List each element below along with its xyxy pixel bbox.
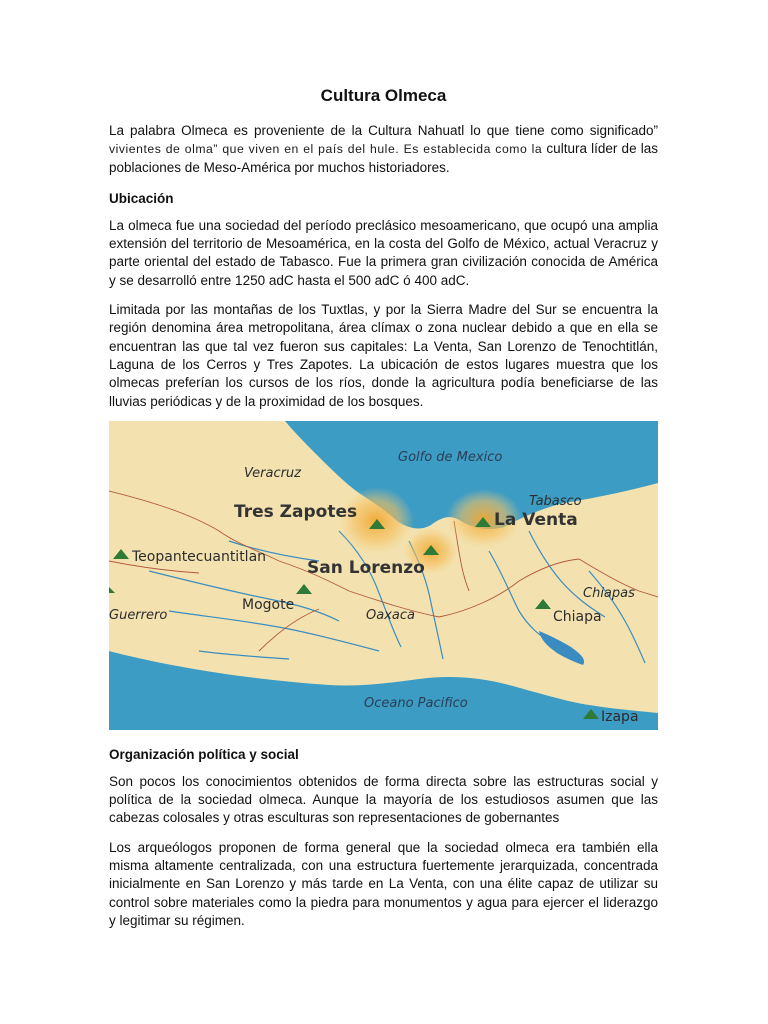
intro-text-part2: vivientes de olma” que viven en el país del hule. Es establecida como la (109, 142, 543, 157)
ubicacion-paragraph-2: Limitada por las montañas de los Tuxtlas, y por la Sierra Madre del Sur se encuentra la región denomina área metropolitana, área clímax o zona nuclear debido a que en ella se encuentran las que tal vez fueron sus capitales: La Venta, San Lorenzo de Tenochtitlán, Laguna de los Cerros y Tres Zapotes. La ubicación de estos lugares muestra que los olmecas preferían los cursos de los ríos, donde la agricultura podía beneficiarse de las lluvias periódicas y de la proximidad de los bosques. (109, 302, 658, 409)
page-title: Cultura Olmeca (320, 86, 447, 105)
organizacion-paragraph-2: Los arqueólogos proponen de forma general que la sociedad olmeca era también ella misma altamente centralizada, con una estructura fuertemente jerarquizada, concentrada inicialmente en San Lorenzo y más tarde en La Venta, con una élite capaz de utilizar su control sobre materiales como la piedra para monumentos y agua para ejercer el liderazgo y legitimar su régimen. (109, 839, 658, 928)
organizacion-paragraph-1: Son pocos los conocimientos obtenidos de forma directa sobre las estructuras social y política de la sociedad olmeca. Aunque la mayoría de los estudiosos asumen que las cabezas colosales y otras esculturas son representaciones de gobernantes (109, 773, 658, 826)
section-heading-ubicacion: Ubicación (109, 190, 174, 206)
map-label-chiapas: Chiapas (583, 585, 635, 601)
map-label-chiapa: Chiapa (553, 608, 602, 625)
map-label-izapa: Izapa (601, 708, 639, 725)
map-label-guerrero: Guerrero (109, 607, 168, 623)
olmec-region-map (109, 421, 658, 730)
map-label-teopantecuantitlan: Teopantecuantitlan (132, 548, 267, 565)
map-label-la-venta: La Venta (494, 509, 578, 530)
map-label-veracruz: Veracruz (244, 465, 301, 481)
map-label-golfo: Golfo de Mexico (398, 449, 503, 465)
map-svg (109, 421, 658, 730)
document-page (109, 84, 658, 930)
intro-text-part3: cultura líder de las poblaciones de Meso-América por muchos historiadores. (109, 141, 659, 175)
map-label-tres-zapotes: Tres Zapotes (234, 501, 358, 522)
map-label-mogote: Mogote (242, 596, 295, 613)
map-label-san-lorenzo: San Lorenzo (307, 557, 425, 578)
map-label-oaxaca: Oaxaca (366, 607, 415, 623)
intro-text-part1: La palabra Olmeca es proveniente de la Cultura Nahuatl lo que tiene como significado” (109, 123, 658, 138)
ubicacion-paragraph-1: La olmeca fue una sociedad del período preclásico mesoamericano, que ocupó una amplia extensión del territorio de Mesoamérica, en la costa del Golfo de México, actual Veracruz y parte oriental del estado de Tabasco. Fue la primera gran civilización conocida de América y se desarrolló entre 1250 adC hasta el 500 adC ó 400 adC. (109, 217, 658, 288)
map-label-oceano: Oceano Pacifico (364, 695, 468, 711)
intro-paragraph (109, 122, 658, 177)
map-label-tabasco: Tabasco (529, 493, 582, 509)
section-heading-organizacion: Organización política y social (109, 746, 299, 762)
